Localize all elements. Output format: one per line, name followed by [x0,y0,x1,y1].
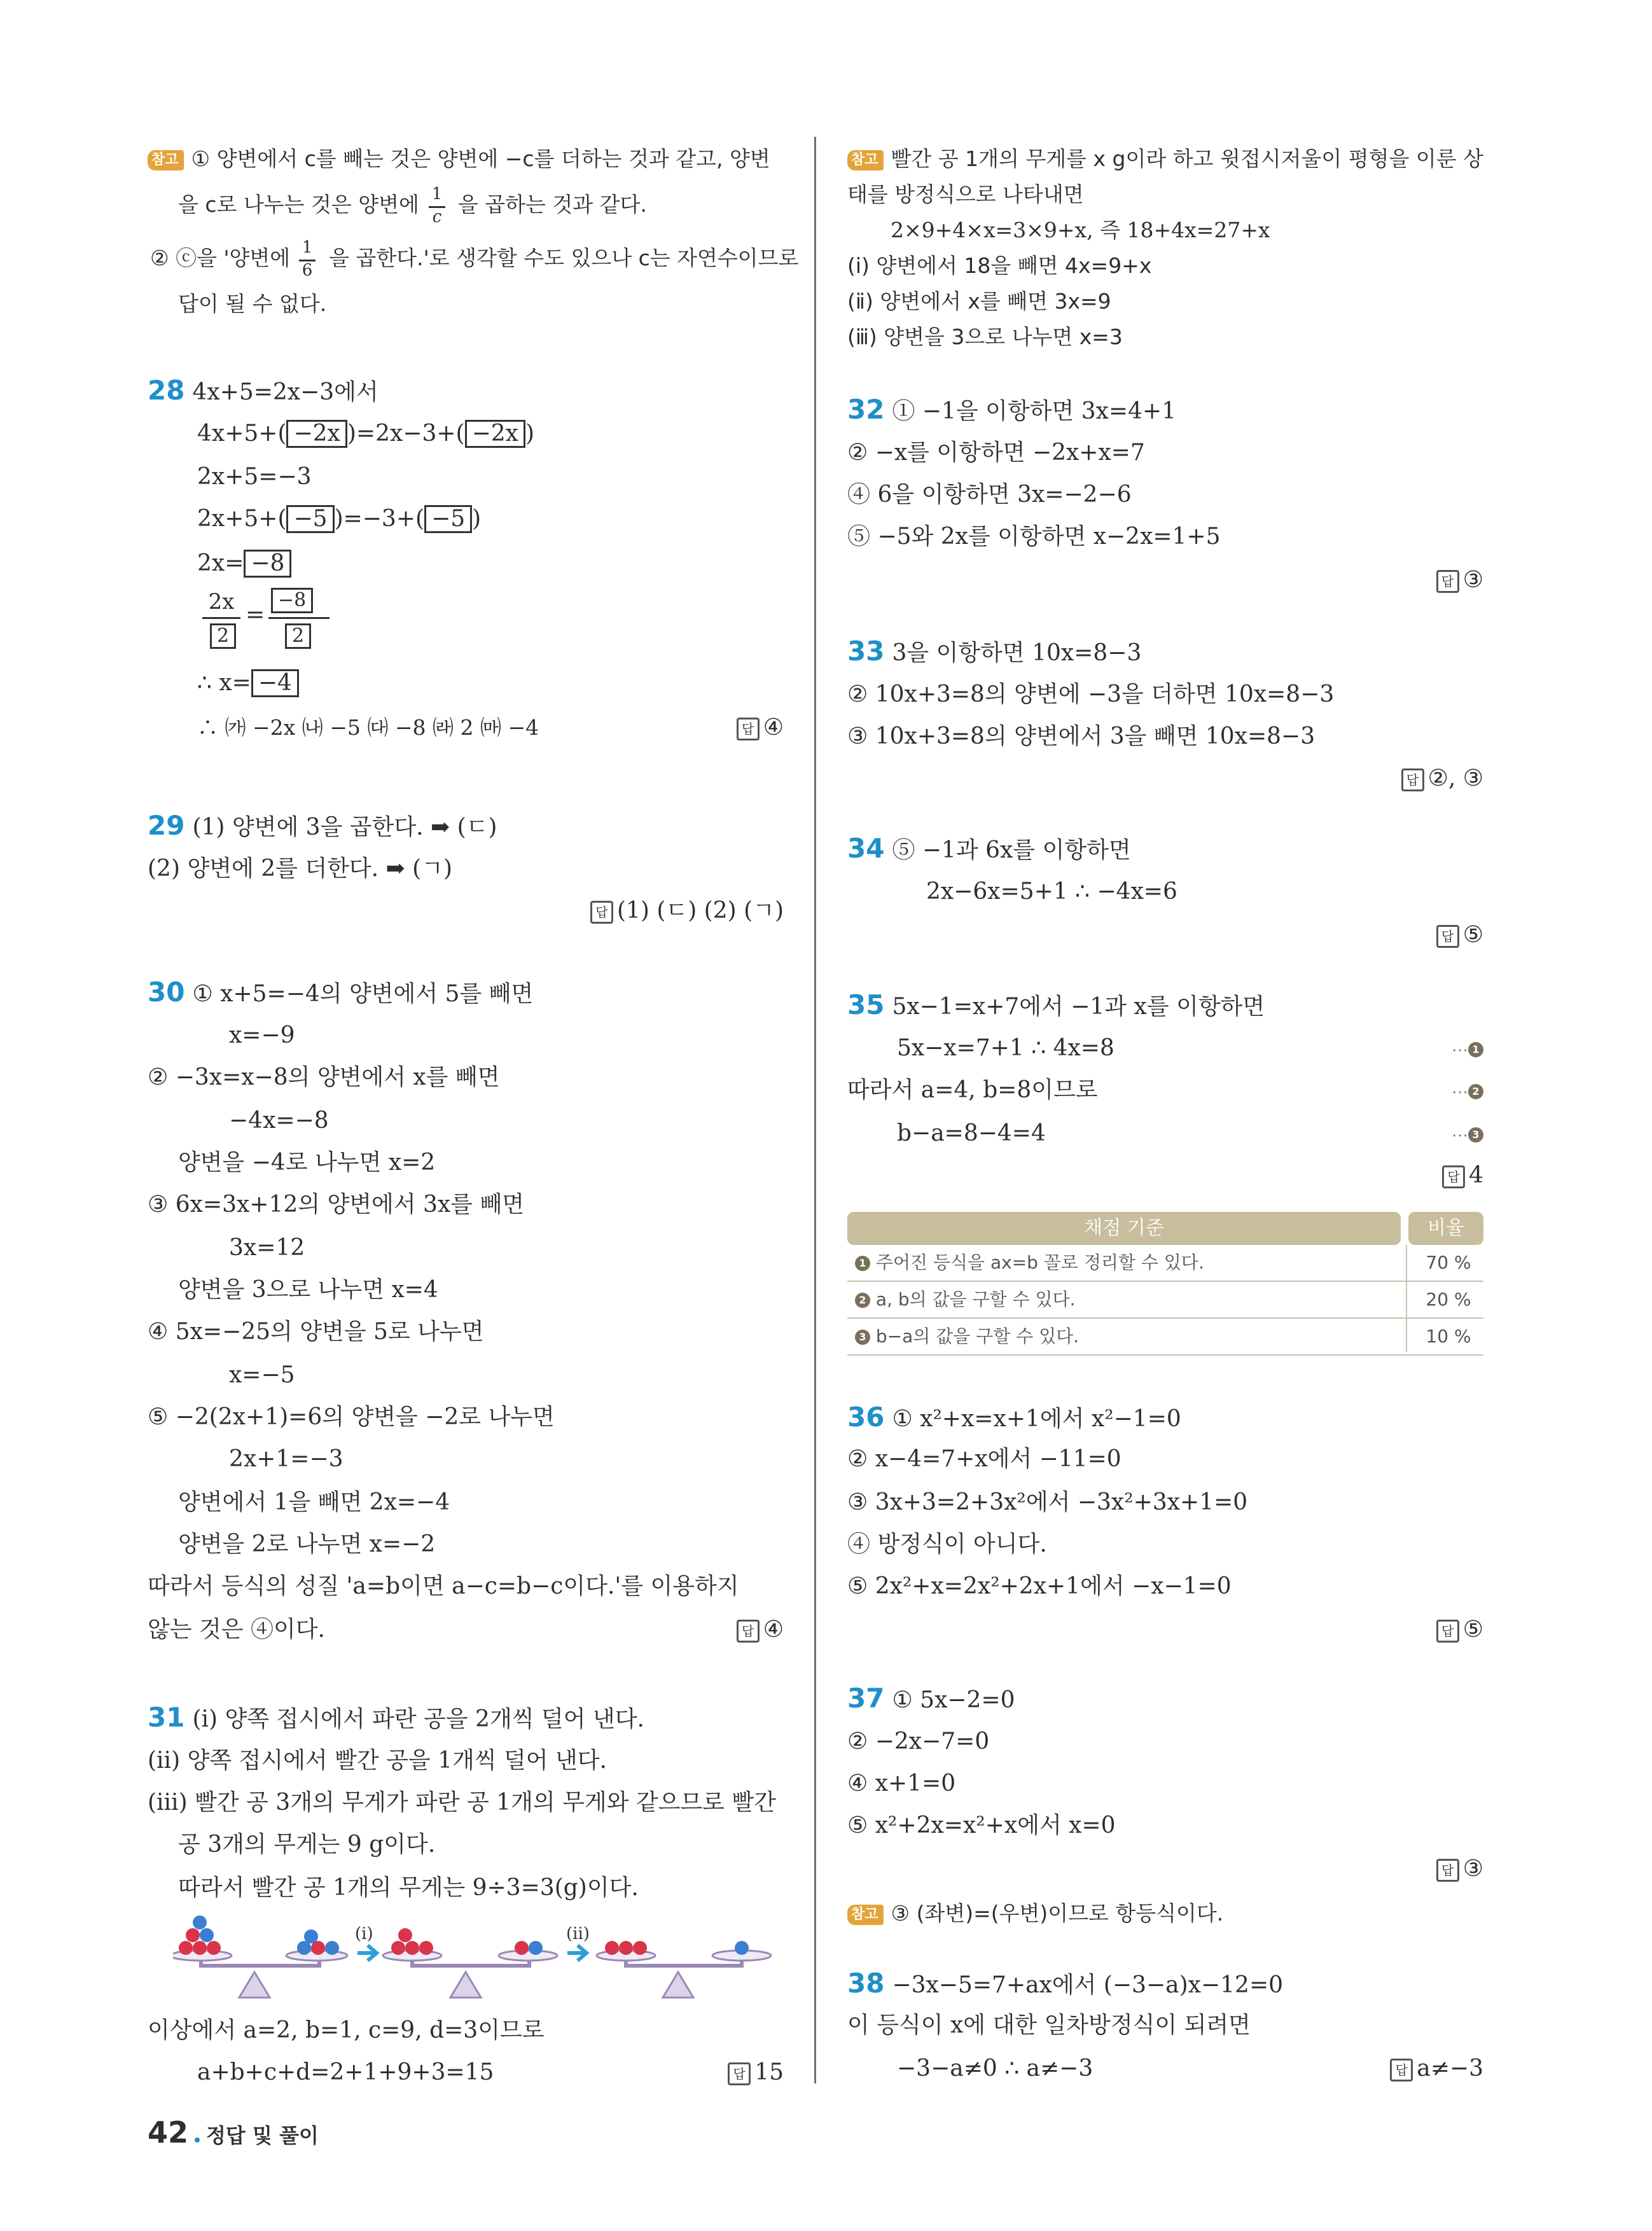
problem-35-line1: 35 5x−1=x+7에서 −1과 x를 이항하면 [847,989,1265,1020]
note1-line2: 을 c로 나누는 것은 양변에 을 곱하는 것과 같다. [178,192,647,217]
problem-36-line3: ③ 3x+3=2+3x²에서 −3x²+3x+1=0 [847,1489,1248,1515]
problem-28-line4: 2x+5+( −5 )=−3+( −5 ) [197,506,482,532]
answer-icon: 답 [1436,1859,1459,1882]
problem-33-answer: 답 ②, ③ [1401,763,1483,794]
table-row: 3 b−a의 값을 구할 수 있다. 10 % [847,1319,1483,1356]
problem-32-answer: 답 ③ [1436,565,1483,595]
problem-30-line1: 30 ① x+5=−4의 양변에서 5를 빼면 [148,976,534,1008]
note1-line3: ② ⓒ을 '양변에 을 곱한다.'로 생각할 수도 있으나 c는 자연수이므로 [150,246,799,270]
problem-28-line3: 2x+5=−3 [197,464,312,490]
scale-3 [597,1941,771,1998]
problem-36-line2: ② x−4=7+x에서 −11=0 [847,1446,1121,1472]
problem-35-line4: b−a=8−4=4 [897,1120,1046,1146]
problem-30-line3: ② −3x=x−8의 양변에서 x를 빼면 [148,1064,500,1090]
blank-box: −8 [271,588,313,613]
step-label-1: (i) [355,1924,373,1943]
bullet-dot-icon [195,2137,200,2143]
problem-37-answer: 답 ③ [1436,1854,1483,1884]
problem-30-line2: x=−9 [229,1022,295,1048]
table-header-criteria: 채점 기준 [847,1212,1401,1245]
problem-30-line10: x=−5 [229,1362,295,1388]
note-icon: 참고 [847,150,884,170]
answer-icon: 답 [1436,925,1459,948]
problem-30-line11: ⑤ −2(2x+1)=6의 양변을 −2로 나누면 [148,1404,555,1430]
problem-30-line16: 않는 것은 ④이다. [148,1616,325,1643]
scale-1 [173,1915,347,1998]
problem-32-line2: ② −x를 이항하면 −2x+x=7 [847,440,1145,466]
note2-line5: (ⅱ) 양변에서 x를 빼면 3x=9 [847,289,1111,314]
problem-30-line5: 양변을 −4로 나누면 x=2 [178,1150,436,1176]
problem-30-line7: 3x=12 [229,1235,305,1261]
problem-35-line3: 따라서 a=4, b=8이므로 [847,1077,1098,1103]
page-number: 42 [148,2115,189,2150]
note2-line4: (ⅰ) 양변에서 18을 빼면 4x=9+x [847,253,1152,278]
note1-line1: 참고 ① 양변에서 c를 빼는 것은 양변에 −c를 더하는 것과 같고, 양변 [148,144,770,174]
problem-33-line1: 33 3을 이항하면 10x=8−3 [847,636,1142,667]
problem-34-line2: 2x−6x=5+1 ∴ −4x=6 [926,879,1177,905]
problem-number: 29 [148,810,185,841]
answer-icon: 답 [737,718,760,740]
problem-31-line6: 이상에서 a=2, b=1, c=9, d=3이므로 [148,2017,545,2043]
problem-34-line1: 34 ⑤ −1과 6x를 이항하면 [847,833,1131,864]
problem-29-answer: 답 (1) (ㄷ) (2) (ㄱ) [590,896,784,926]
problem-37-line4: ⑤ x²+2x=x²+x에서 x=0 [847,1812,1116,1838]
problem-28-answer: 답 ④ [737,712,784,743]
problem-36-line1: 36 ① x²+x=x+1에서 x²−1=0 [847,1401,1181,1433]
problem-38-line2: 이 등식이 x에 대한 일차방정식이 되려면 [847,2012,1251,2038]
scale-2 [383,1928,557,1998]
problem-28-line8: ∴ ㈎ −2x ㈏ −5 ㈐ −8 ㈑ 2 ㈒ −4 [197,715,539,740]
problem-number: 34 [847,833,885,864]
problem-37-line3: ④ x+1=0 [847,1770,956,1797]
answer-icon: 답 [1390,2059,1413,2082]
problem-number: 38 [847,1968,885,1999]
step-marker-3: ⋯ 3 [1447,1118,1483,1151]
note-icon: 참고 [847,1905,884,1925]
arrow-right-icon [567,1945,587,1961]
step-marker-1: ⋯ 1 [1447,1033,1483,1066]
problem-37-line2: ② −2x−7=0 [847,1728,990,1755]
answer-icon: 답 [728,2062,751,2085]
problem-30-line12: 2x+1=−3 [229,1446,344,1472]
problem-30-line14: 양변을 2로 나누면 x=−2 [178,1531,436,1557]
note2-line2: 태를 방정식으로 나타내면 [847,182,1084,207]
problem-number: 32 [847,394,885,425]
problem-30-line13: 양변에서 1을 빼면 2x=−4 [178,1489,450,1515]
problem-31-line5: 따라서 빨간 공 1개의 무게는 9÷3=3(g)이다. [178,1875,639,1901]
problem-31-line1: 31 (ⅰ) 양쪽 접시에서 파란 공을 2개씩 덜어 낸다. [148,1702,644,1733]
problem-32-line3: ④ 6을 이항하면 3x=−2−6 [847,482,1132,508]
blank-box: −8 [244,550,291,578]
table-header-ratio: 비율 [1408,1212,1483,1245]
column-divider [814,137,816,2083]
problem-36-line5: ⑤ 2x²+x=2x²+2x+1에서 −x−1=0 [847,1573,1232,1599]
answer-icon: 답 [1436,570,1459,593]
problem-29-line2: (2) 양변에 2를 더한다. ➡ (ㄱ) [148,856,453,882]
note3-line1: 참고 ③ (좌변)=(우변)이므로 항등식이다. [847,1898,1223,1929]
problem-31-line7: a+b+c+d=2+1+9+3=15 [197,2059,494,2085]
answer-icon: 답 [590,901,613,924]
problem-33-line3: ③ 10x+3=8의 양변에서 3을 빼면 10x=8−3 [847,723,1315,749]
answer-icon: 답 [1401,768,1424,791]
problem-number: 35 [847,989,885,1020]
problem-32-line1: 32 ① −1을 이항하면 3x=4+1 [847,394,1177,425]
blank-box: 2 [210,623,236,649]
problem-number: 37 [847,1683,885,1714]
answer-icon: 답 [1436,1620,1459,1643]
problem-30-line9: ④ 5x=−25의 양변을 5로 나누면 [148,1319,484,1345]
answer-icon: 답 [1442,1165,1465,1188]
problem-number: 33 [847,636,885,667]
blank-box: −5 [286,505,334,533]
problem-number: 30 [148,976,185,1008]
problem-38-answer: 답 a≠−3 [1390,2054,1483,2084]
blank-box: −5 [424,505,472,533]
problem-36-answer: 답 ⑤ [1436,1615,1483,1645]
problem-38-line1: 38 −3x−5=7+ax에서 (−3−a)x−12=0 [847,1968,1284,1999]
problem-28-line2: 4x+5+( −2x )=2x−3+( −2x ) [197,420,534,447]
balance-scale-illustration [173,1902,784,2010]
blank-box: −4 [251,669,299,697]
problem-30-line6: ③ 6x=3x+12의 양변에서 3x를 빼면 [148,1192,525,1218]
problem-number: 28 [148,375,185,406]
problem-number: 31 [148,1702,185,1733]
problem-30-line8: 양변을 3으로 나누면 x=4 [178,1277,438,1303]
page-footer [148,2115,319,2150]
arrow-right-icon [357,1945,377,1961]
problem-28-line1: 28 4x+5=2x−3에서 [148,375,378,406]
footer-label: 정답 및 풀이 [206,2123,319,2148]
problem-30-line15: 따라서 등식의 성질 'a=b이면 a−c=b−c이다.'를 이용하지 [148,1573,739,1599]
answer-icon: 답 [737,1620,760,1643]
problem-31-line3: (ⅲ) 빨간 공 3개의 무게가 파란 공 1개의 무게와 같으므로 빨간 [148,1790,776,1816]
note2-line6: (ⅲ) 양변을 3으로 나누면 x=3 [847,324,1123,349]
problem-33-line2: ② 10x+3=8의 양변에 −3을 더하면 10x=8−3 [847,681,1335,707]
step-label-2: (ii) [566,1924,590,1943]
problem-31-answer: 답 15 [728,2057,784,2088]
problem-30-line4: −4x=−8 [229,1108,329,1134]
note2-line1: 참고 빨간 공 1개의 무게를 x g이라 하고 윗접시저울이 평형을 이룬 상 [847,144,1483,174]
problem-30-answer: 답 ④ [737,1615,784,1645]
problem-31-line2: (ⅱ) 양쪽 접시에서 빨간 공을 1개씩 덜어 낸다. [148,1748,607,1774]
problem-31-line4: 공 3개의 무게는 9 g이다. [178,1831,436,1858]
problem-28-fraction-line: 2x 2 = −8 2 [202,589,349,659]
problem-number: 36 [847,1401,885,1433]
problem-35-answer: 답 4 [1442,1160,1483,1191]
table-row: 2 a, b의 값을 구할 수 있다. 20 % [847,1282,1483,1319]
problem-32-line4: ⑤ −5와 2x를 이항하면 x−2x=1+5 [847,524,1221,550]
note-icon: 참고 [148,150,184,170]
problem-38-line3: −3−a≠0 ∴ a≠−3 [897,2055,1093,2082]
problem-37-line1: 37 ① 5x−2=0 [847,1683,1015,1714]
note2-line3: 2×9+4×x=3×9+x, 즉 18+4x=27+x [891,218,1270,242]
problem-36-line4: ④ 방정식이 아니다. [847,1531,1047,1557]
problem-28-line5: 2x= −8 [197,548,291,579]
problem-29-line1: 29 (1) 양변에 3을 곱한다. ➡ (ㄷ) [148,810,497,841]
problem-34-answer: 답 ⑤ [1436,920,1483,950]
blank-box: −2x [286,420,347,448]
step-marker-2: ⋯ 2 [1447,1075,1483,1108]
table-row: 1 주어진 등식을 ax=b 꼴로 정리할 수 있다. 70 % [847,1245,1483,1282]
blank-box: −2x [465,420,525,448]
problem-28-line7: ∴ x= −4 [197,668,299,698]
problem-35-line2: 5x−x=7+1 ∴ 4x=8 [897,1035,1114,1061]
note1-line4: 답이 될 수 없다. [178,291,327,316]
blank-box: 2 [285,623,311,649]
